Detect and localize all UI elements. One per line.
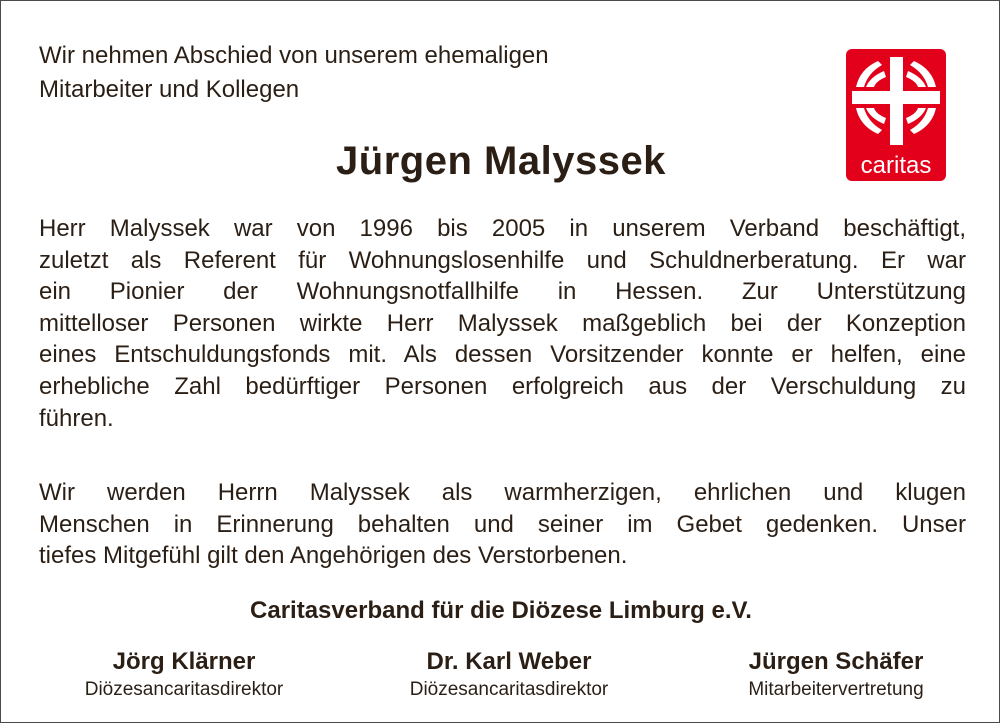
paragraph-line: Wir werden Herrn Malyssek als warmherzigen, ehrlichen und klugen	[39, 479, 966, 506]
signatory-name: Jörg Klärner	[112, 648, 256, 675]
signatory	[691, 647, 981, 703]
organization-name: Caritasverband für die Diözese Limburg e.V.	[250, 597, 752, 624]
paragraph-line: zuletzt als Referent für Wohnungslosenhilfe und Schuldnerberatung. Er war	[39, 246, 966, 274]
signatory-role: Mitarbeitervertretung	[748, 679, 924, 700]
logo-text: caritas	[860, 152, 932, 179]
paragraph-line: eines Entschuldungsfonds mit. Als dessen Vorsitzender konnte er helfen, eine	[39, 341, 966, 369]
condolence-paragraph	[39, 477, 966, 572]
intro-text	[39, 39, 549, 107]
deceased-name: Jürgen Malyssek	[336, 139, 666, 183]
paragraph-line: mittelloser Personen wirkte Herr Malyssek maßgeblich bei der Konzeption	[39, 309, 966, 337]
paragraph-line: ein Pionier der Wohnungsnotfallhilfe in Hessen. Zur Unterstützung	[39, 278, 966, 306]
paragraph-line: führen.	[39, 404, 114, 432]
biography-paragraph	[39, 213, 966, 434]
signatory-name: Dr. Karl Weber	[426, 648, 592, 675]
signatory	[39, 647, 329, 703]
signatory-name: Jürgen Schäfer	[748, 648, 924, 675]
signatory-role: Diözesancaritasdirektor	[84, 679, 284, 700]
paragraph-line: tiefes Mitgefühl gilt den Angehörigen des Verstorbenen.	[39, 542, 628, 570]
paragraph-line: erhebliche Zahl bedürftiger Personen erfolgreich aus der Verschuldung zu	[39, 372, 966, 400]
paragraph-line: Menschen in Erinnerung behalten und seiner im Gebet gedenken. Unser	[39, 510, 966, 538]
paragraph-line: Herr Malyssek war von 1996 bis 2005 in unserem Verband beschäftigt,	[39, 215, 966, 242]
intro-line: Wir nehmen Abschied von unserem ehemaligen	[39, 42, 549, 69]
signatory-role: Diözesancaritasdirektor	[409, 679, 609, 700]
intro-line: Mitarbeiter und Kollegen	[39, 76, 300, 103]
signatory	[364, 647, 654, 703]
